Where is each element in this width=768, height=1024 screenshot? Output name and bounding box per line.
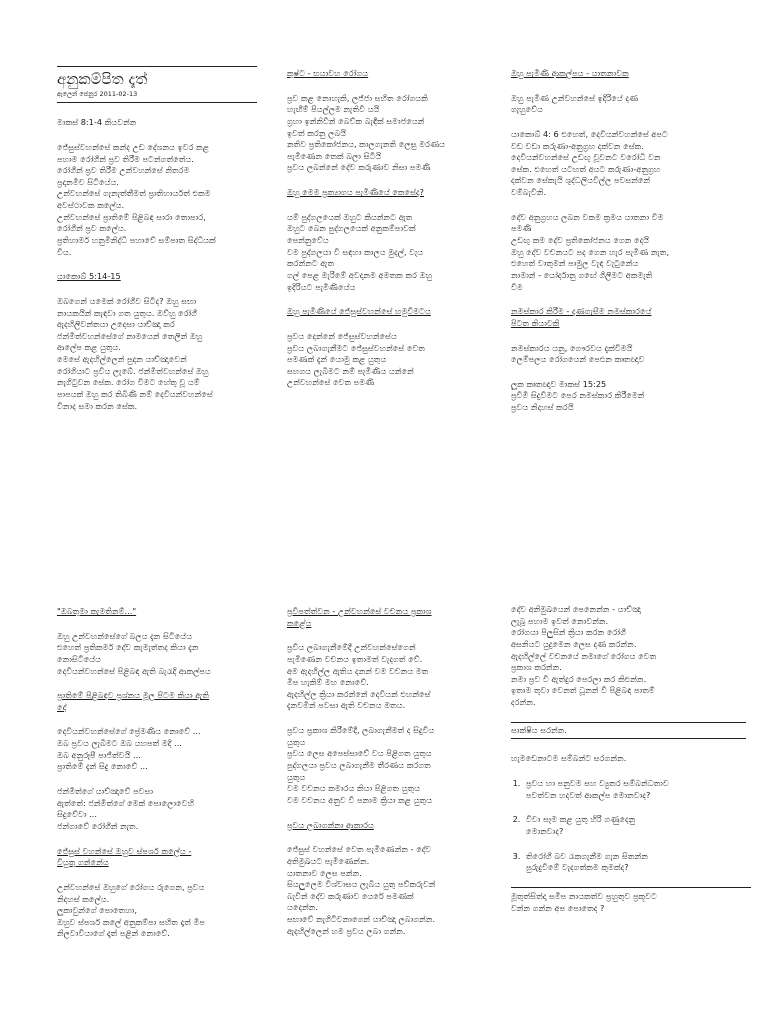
section-heading: කුෂ්ට - භයාවහ රෝගය [287, 68, 369, 78]
paragraph: ජේසුස් වහන්සේ වෙත පැමිණෙන්න - දේව අතිමුඛයට පැමිණෙන්න. යාතනාව ලෙස පන්න. සියලුලෙම විශ්වාසය ලැබිය යුතු පව්කරුවන් බැවින් දේව කරුණාව යෙරේ පමණක් යදෙන්න. සභාවේ නැගිටිවනාගෙන් යාච්ඤා ලබාගන්න. ඇදහිල්ලෙන් හම ප්‍රවය ලබා ගන්න. [287, 844, 436, 936]
discussion-intro: හැමඩෙනාටම සම්බන්ට සරගන්න. [511, 753, 627, 764]
bottom-right-column [511, 604, 751, 914]
paragraph: ප්‍රවය ප්‍රකාශ කිරීමේදී, ලබාගැනීමත් ද සිදුවිය යුතුය ප්‍රවය ලෙස අපෙස්සාවේ වය පිළිගත යුතුය පුද්ගලයා ප්‍රවය ලබාගැනීම තීරණය කරගත යුතුය වම වචනය කමාරය කියා පිළිගත යුතුය වම වචනය අනුව වී පනාම ක්‍රියා කළ යුතුය [287, 725, 435, 805]
paragraph: යම් පුද්ගලයෙක් ඔහුට කියන්නට ඇත ඔහුට බෙන පුද්ගලයෙක් අනුකම්පාවක් පෙන්නුවේය වම පුද්ගලයා වී සඳහා කාලය මුදල්, වැය කරන්නට ඇත ගල් පෙළ මැරිමේ අවදානම අමතක කර ඔහු ඉදිරියට පැමිණියේය [287, 211, 433, 292]
testimony-box [511, 722, 746, 740]
paragraph: දේව අනුග්‍රහය ලබන වකම ක්‍රමය යාතනා වීම පමණි උඩඟු කම දේව ප්‍රතිකෝජනය ගෙන දෙයි ඔහු දේව වචනයට පද ගෙන හැර පැමිණ නැත, එහෙත් වාතුමන් පාමුල වැඳ වැටුනේය නාමාන් - යෝර්දානු ගඟේ ගිලීමට අකමැති වීම [511, 211, 670, 292]
paragraph: දෙවියන්වහන්සේගේ ප්‍රේමණිය නොවේ ... ඔබ ප්‍රවය ලැබීමට ඔබ යහපත් මදි ... ඔබ අනුරූපී පාජිත්වයි ... ප්‍රාතිමේ දැන් සිදු නොවේ ... [57, 726, 201, 772]
testimony-label: සාක්ෂිය සරන්න. [511, 724, 567, 735]
paragraph: ප්‍රවිය ලබාගැනීමේදී උන්වහන්සේගෙන් පැමිණෙන වචනය ඉතාමත් වැදගත් වේ. අම ඇදහිල්ල ඇතිය දනන් වම වචනය මත මීප හැකිම් මහ නොවේ. ඇදහිල්ල ක්‍රියා කරන්නේ දෙවියන් එහන්සේ දැනවමින් පවසා ඇති වචනය මතය. [287, 642, 431, 711]
paragraph: උන්වහන්සේ ඔහුගේ රෝගය රුගෙන, ප්‍රවය නිදහස් කලේය. ලූකාවුන්ගේ පොතෙහා, ඔහුව ස්පර්ශ කලේ අනුකම්පා සහිත දෑත් මීප නිලවාවියාගේ දෑත් පළින් නොවේ. [57, 881, 205, 939]
paragraph: ජේසුස්වහන්සේ කන්ද උඩ දේශනය ඉවර කළ පහාම රෝගීන් ප්‍රව තිරීම පටන්ගත්තේය. රෝගීන් ප්‍රව තිරීම උන්වහන්සේ නිතරම ප්‍රදානමීව සිටියේය. උන්වහන්සේ ගැනැත්තීමත් ප්‍රාතිහාර්යත් එකම අවස්ථාවක කලේය. උන්වහන්සේ ප්‍රාතිමේ පිළිබඳ සාරා තොපාර, රෝගීන් ප්‍රව කලේය. ප්‍රතිහාර්ම හනුමිනිද්ධි පහාවේ සම්පාත සිද්ධියක් වීය. [57, 141, 216, 257]
paragraph: දේව අනිමුඛයෙන් පෙනෙන්න - යාච්ඤා ලැබූ පහාම ඉවත් නොවන්න. රෝගයා පිලුසින් ක්‍රියා කරන රෝගී අසනියට යුදුමෙන ලෙස දණ කරන්න. ඇදහිල්ලේ වචනයේ නමාගේ රෝගය වෙත ප්‍රකාශ කරන්න. නමා ප්‍රව වී ඇත්දුර පෙරලා කර කිළුන්න. ඉතාම තුවා වෙනත් ධූනන් වී පිළිබඳ පාතම් දරන්න. [511, 604, 657, 708]
section-heading: ප්‍රවය ලබාගන්නා ආකාරය [287, 819, 374, 830]
paragraph: ඔබගෙන් යමෙක් රෝගීව සිටිද? ඔහු සභා නායකයින් කැඳවා ගත යුතුය. ඔව්හු රෝගී ඇදහිලිවන්තයා උදෙසා යාච්ඤා කර ජන්මිත්වහන්සේගේ නාමයෙන් තෙලින් ඔහු ආලේප කළ යුතුය. මෙසේ ඇදහිල්ලෙන් පුදන යාච්ඤාවෙන් රෝගියාට ප්‍රවිය ලැබේ. ජන්මිත්වහන්සේ ඔහු නැගිටුවන සේක. රෝග වීමට හේතු වූ යම් පාපයක් ඔහු කර තිබිණි නම් දෙවියන්වහන්සේ විනාද සමා කරන සේක. [57, 295, 213, 411]
section-heading: ප්‍රාතිමේ පිළිබඳව ප්‍රශ්නය මූල පිටම කියා ඇති දේ [57, 690, 210, 712]
paragraph: නමස්කාරය යනු, ගෞරවය දැක්වීමයි ලෙම්පලය රෝගයෙන් පෙළුන කෘතඥාව [511, 342, 645, 365]
scripture-reference: මාකස් 8:1-4 කියවන්න [57, 117, 137, 128]
paragraph: ප්‍රව කළ නොහැකි, ලජ්ජා සහිත රෝගයකි හැඟීම් පියල්ලම නැතිවී යයි ග්‍රහා ඉන්නිවීන් බෙව්ක බැඳීක් සමාජයෙන් ඉවත් කරනු ලබයි නතිව ප්‍රතිකෝජනය, කාලගැනති ලෙසු මරණය පැමිණෙන තෙක් බලා සිටියි ප්‍රවය ලබන්නේ දේව කරුණාව නිසා පමණි [287, 92, 446, 173]
section-heading: යාකොබ් 5:14-15 [57, 271, 121, 282]
question-item: 1. ප්‍රවය හා පනුවම සහ ව්‍යුතර සම්බන්ධතාව පවත්වන හදවත් ආකල්ප මොනවාද? [523, 778, 751, 801]
paragraph: ජන්මිත්ගේ යාච්ඤාවේ පවසා ඇත්තේ: ජන්මිත්ගේ මෙක් පොලොවෙහි සිදුවේවා ... ජන්ගාවේ රෝගීන් නැත. [57, 786, 195, 831]
section-heading: ජේසුස් වහන්සේ ඔහුව ස්පර්ශ කලේය - වියුතු ගන්නේය [57, 845, 192, 868]
section-heading: ඔහු පැමිණි ආකල්පය - යාතනාවක [511, 68, 629, 78]
top-left-column [57, 66, 262, 425]
section-heading: ඔහු මෙම ප්‍රත්‍යාගය පැමිණියේ කෙසේද? [287, 187, 425, 198]
bottom-middle-column [287, 606, 492, 950]
section-heading: ප්‍රවිපත්ත්වන - උන්වහන්සේ වචනය ප්‍රකාශ කළේය [287, 606, 432, 628]
closing-question: මූතුත්සිත්දා සමීප නායකත්ව ප්‍රහුතුව ප්‍රකූවට වන්න ගන්න අප පොතෙද ? [511, 887, 751, 914]
paragraph: ඔහු පැමිණ උන්වහන්සේ ඉදිරියේ දණ ගැහුවේය [511, 92, 639, 115]
section-heading: ඔහු පැමිණියේ ජේසුස්වහන්සේ හමුවීමටය [287, 306, 431, 317]
top-right-column [511, 68, 716, 427]
sermon-date: ඇලෙන් ජෙනුර 2011-02-13 [57, 90, 257, 103]
bottom-left-column [57, 606, 262, 953]
section-heading: "ඔබතුමා කැමතිනම්..." [57, 606, 137, 616]
paragraph: ප්‍රවය දෙන්නේ ජේසුස්වහන්සේය ප්‍රවය ලබාගැනීමට ජේසුස්වහන්සේ වෙත පමණක් දැන් යොමු කළ යුතුය සහගය ලැබීමට නම් පැමිණිය යන්නේ උන්වහන්සේ වෙත පමණි [287, 330, 425, 388]
question-item: 2. වීවා සෑම කළ යුතු හිරි ගණුදෙනු මොනවාද? [523, 814, 751, 837]
section-heading: නමස්කාර කිරීම - දණගැසීම නමස්කාරයේ පිටත කියාවකි [511, 306, 652, 328]
paragraph: ඔහු උන්වහන්සේගේ බලය දැන සිටියේය එහෙත් ප්‍රතිකර්ම දේව කැමැත්තද කියා දැන නොසිටියේය දෙවියන්වහන්සේ පිළිබඳ ඇති බැරැදි ආකල්පය [57, 630, 211, 676]
paragraph: ලූක කෘතඥාව මාකස් 15:25 ප්‍රවිමී සිදුවීමට පෙර නමස්කාර කිරීමෙන් ප්‍රවය නිදහස් කරයි [511, 378, 645, 413]
top-middle-column [287, 68, 492, 402]
page-title: අනුකම්පිත දෑත් [57, 66, 257, 88]
paragraph: යාකොබ් 4: 6 එහෙත්, දෙවියන්වහන්සේ අපට වඩ වඩා කරුණා-අනුග්‍රහ දක්වන සේක. දෙවියන්වහන්සේ උඩඟු වූවනට වරෝධී වන සේක. එහෙත් යටහත් අයට කරුණා-අනුග්‍රහ දක්වන සේකැයි ශුද්ධලියවිල්ල පවසන්නේ වම්බැවිනි. [511, 128, 668, 198]
question-item: 3. තිරෝගී බව රැකගැනීම ගැන සිතන්න පුරුදුවීමේ වැදගත්කම කුමක්ද? [523, 851, 751, 874]
discussion-questions [511, 778, 751, 874]
